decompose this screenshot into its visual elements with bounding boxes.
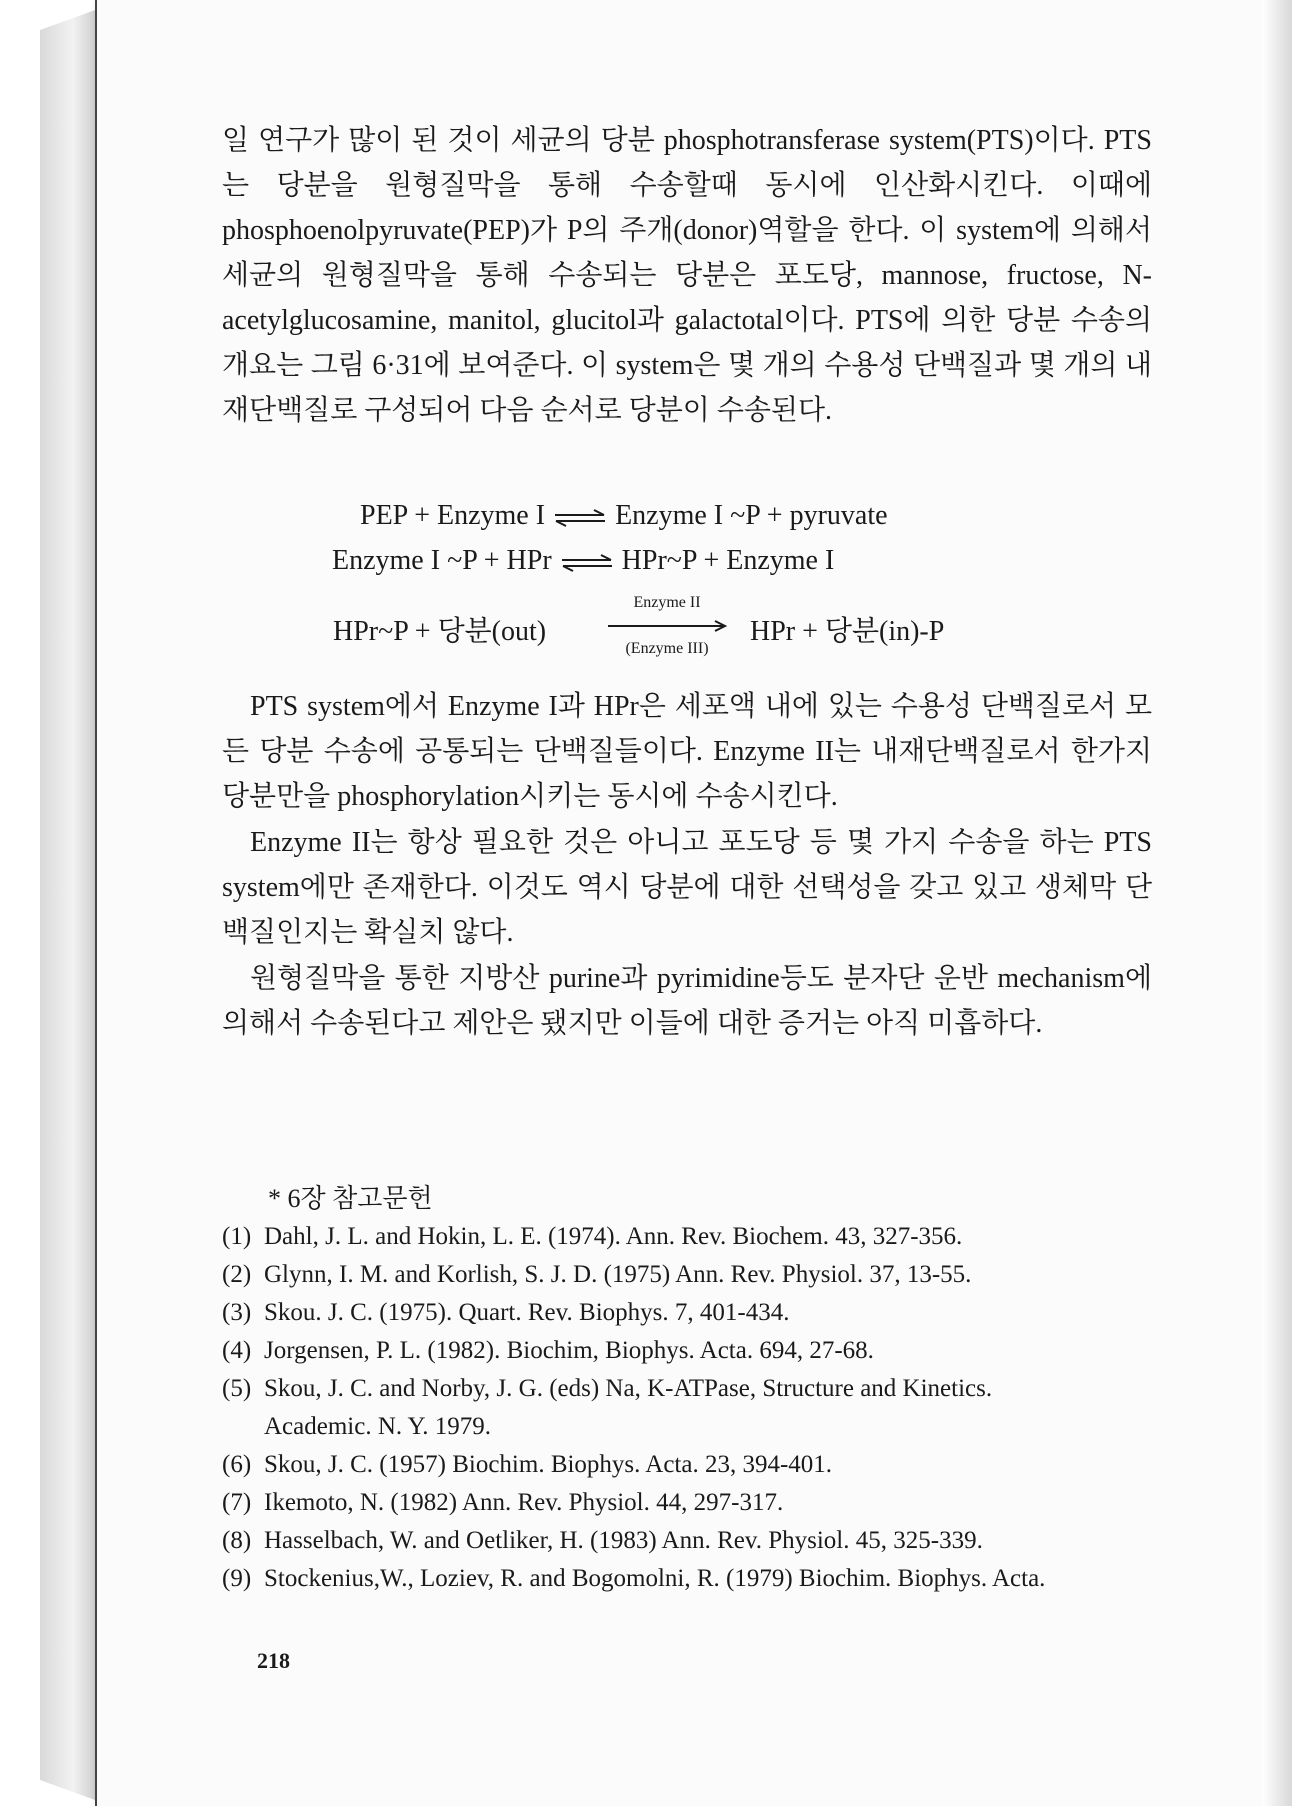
reference-text: Skou. J. C. (1975). Quart. Rev. Biophys. 7, 401-434.	[264, 1299, 790, 1326]
reference-number: (1)	[222, 1223, 252, 1250]
reference-item	[222, 1256, 1167, 1294]
equation-3-right: HPr + 당분(in)-P	[750, 616, 945, 647]
reference-number: (8)	[222, 1527, 252, 1554]
reference-item	[222, 1332, 1167, 1370]
reference-number: (7)	[222, 1489, 252, 1516]
reference-text: Jorgensen, P. L. (1982). Biochim, Biophys. Acta. 694, 27-68.	[264, 1337, 874, 1364]
equation-3	[333, 609, 546, 649]
reference-number: (9)	[222, 1565, 252, 1592]
reference-text: Hasselbach, W. and Oetliker, H. (1983) Ann. Rev. Physiol. 45, 325-339.	[264, 1527, 983, 1554]
reference-number: (2)	[222, 1261, 252, 1288]
reference-number: (3)	[222, 1299, 252, 1326]
reference-text: Skou, J. C. and Norby, J. G. (eds) Na, K-ATPase, Structure and Kinetics.	[264, 1375, 993, 1402]
paragraph-3: Enzyme II는 항상 필요한 것은 아니고 포도당 등 몇 가지 수송을 하는 PTS system에만 존재한다. 이것도 역시 당분에 대한 선택성을 갖고 있고 생체막 단백질인지는 확실치 않다.	[222, 827, 1152, 948]
equation-1	[360, 500, 888, 532]
reference-number: (4)	[222, 1337, 252, 1364]
equation-3-cofactor: (Enzyme III)	[625, 640, 709, 657]
reference-item	[222, 1522, 1167, 1560]
paragraph-4: 원형질막을 통한 지방산 purine과 pyrimidine등도 분자단 운반 mechanism에 의해서 수송된다고 제안은 됐지만 이들에 대한 증거는 아직 미흡하다.	[222, 963, 1152, 1039]
reference-item	[222, 1560, 1167, 1598]
page-shadow	[1262, 0, 1292, 1806]
references-title: * 6장 참고문헌	[268, 1184, 433, 1213]
equation-2	[332, 545, 834, 577]
equation-1-left: PEP + Enzyme I	[360, 500, 546, 531]
reference-text: Ikemoto, N. (1982) Ann. Rev. Physiol. 44, 297-317.	[264, 1489, 784, 1516]
reference-text-continued: Academic. N. Y. 1979.	[264, 1413, 492, 1440]
equation-3-catalyst: Enzyme II	[633, 594, 701, 611]
reaction-arrow-icon	[606, 620, 728, 632]
equilibrium-arrow-icon	[559, 554, 615, 572]
paragraph-1: 일 연구가 많이 된 것이 세균의 당분 phosphotransferase system(PTS)이다. PTS는 당분을 원형질막을 통해 수송할때 동시에 인산화시킨다. 이때에 phosphoenolpyruvate(PEP)가 P의 주개(donor)역할을 한다. 이 system에 의해서 세균의 원형질막을 통해 수송되는 당분은 포도당, mannose, fructose, N-acetylglucosamine, manitol, glucitol과 galactotal이다. PTS에 의한 당분 수송의 개요는 그림 6·31에 보여준다. 이 system은 몇 개의 수용성 단백질과 몇 개의 내재단백질로 구성되어 다음 순서로 당분이 수송된다.	[222, 125, 1152, 426]
reference-item	[222, 1446, 1167, 1484]
reference-text: Glynn, I. M. and Korlish, S. J. D. (1975) Ann. Rev. Physiol. 37, 13-55.	[264, 1261, 972, 1288]
reference-number: (6)	[222, 1451, 252, 1478]
page-number: 218	[257, 1648, 290, 1673]
equation-3-left: HPr~P + 당분(out)	[333, 616, 547, 647]
reference-text: Stockenius,W., Loziev, R. and Bogomolni, R. (1979) Biochim. Biophys. Acta.	[264, 1565, 1046, 1592]
paragraph-2: PTS system에서 Enzyme I과 HPr은 세포액 내에 있는 수용성 단백질로서 모든 당분 수송에 공통되는 단백질들이다. Enzyme II는 내재단백질로서 한가지 당분만을 phosphorylation시키는 동시에 수송시킨다.	[222, 691, 1152, 812]
equation-1-right: Enzyme I ~P + pyruvate	[615, 500, 888, 531]
equation-2-left: Enzyme I ~P + HPr	[332, 545, 552, 576]
reference-item	[222, 1294, 1167, 1332]
reference-item	[222, 1370, 1167, 1446]
references-list	[222, 1218, 1167, 1598]
equilibrium-arrow-icon	[552, 509, 608, 527]
reference-item	[222, 1218, 1167, 1256]
equation-2-right: HPr~P + Enzyme I	[621, 545, 835, 576]
reference-item	[222, 1484, 1167, 1522]
book-edge	[40, 10, 95, 1800]
reference-text: Dahl, J. L. and Hokin, L. E. (1974). Ann. Rev. Biochem. 43, 327-356.	[264, 1223, 963, 1250]
reference-number: (5)	[222, 1375, 252, 1402]
reference-text: Skou, J. C. (1957) Biochim. Biophys. Acta. 23, 394-401.	[264, 1451, 833, 1478]
